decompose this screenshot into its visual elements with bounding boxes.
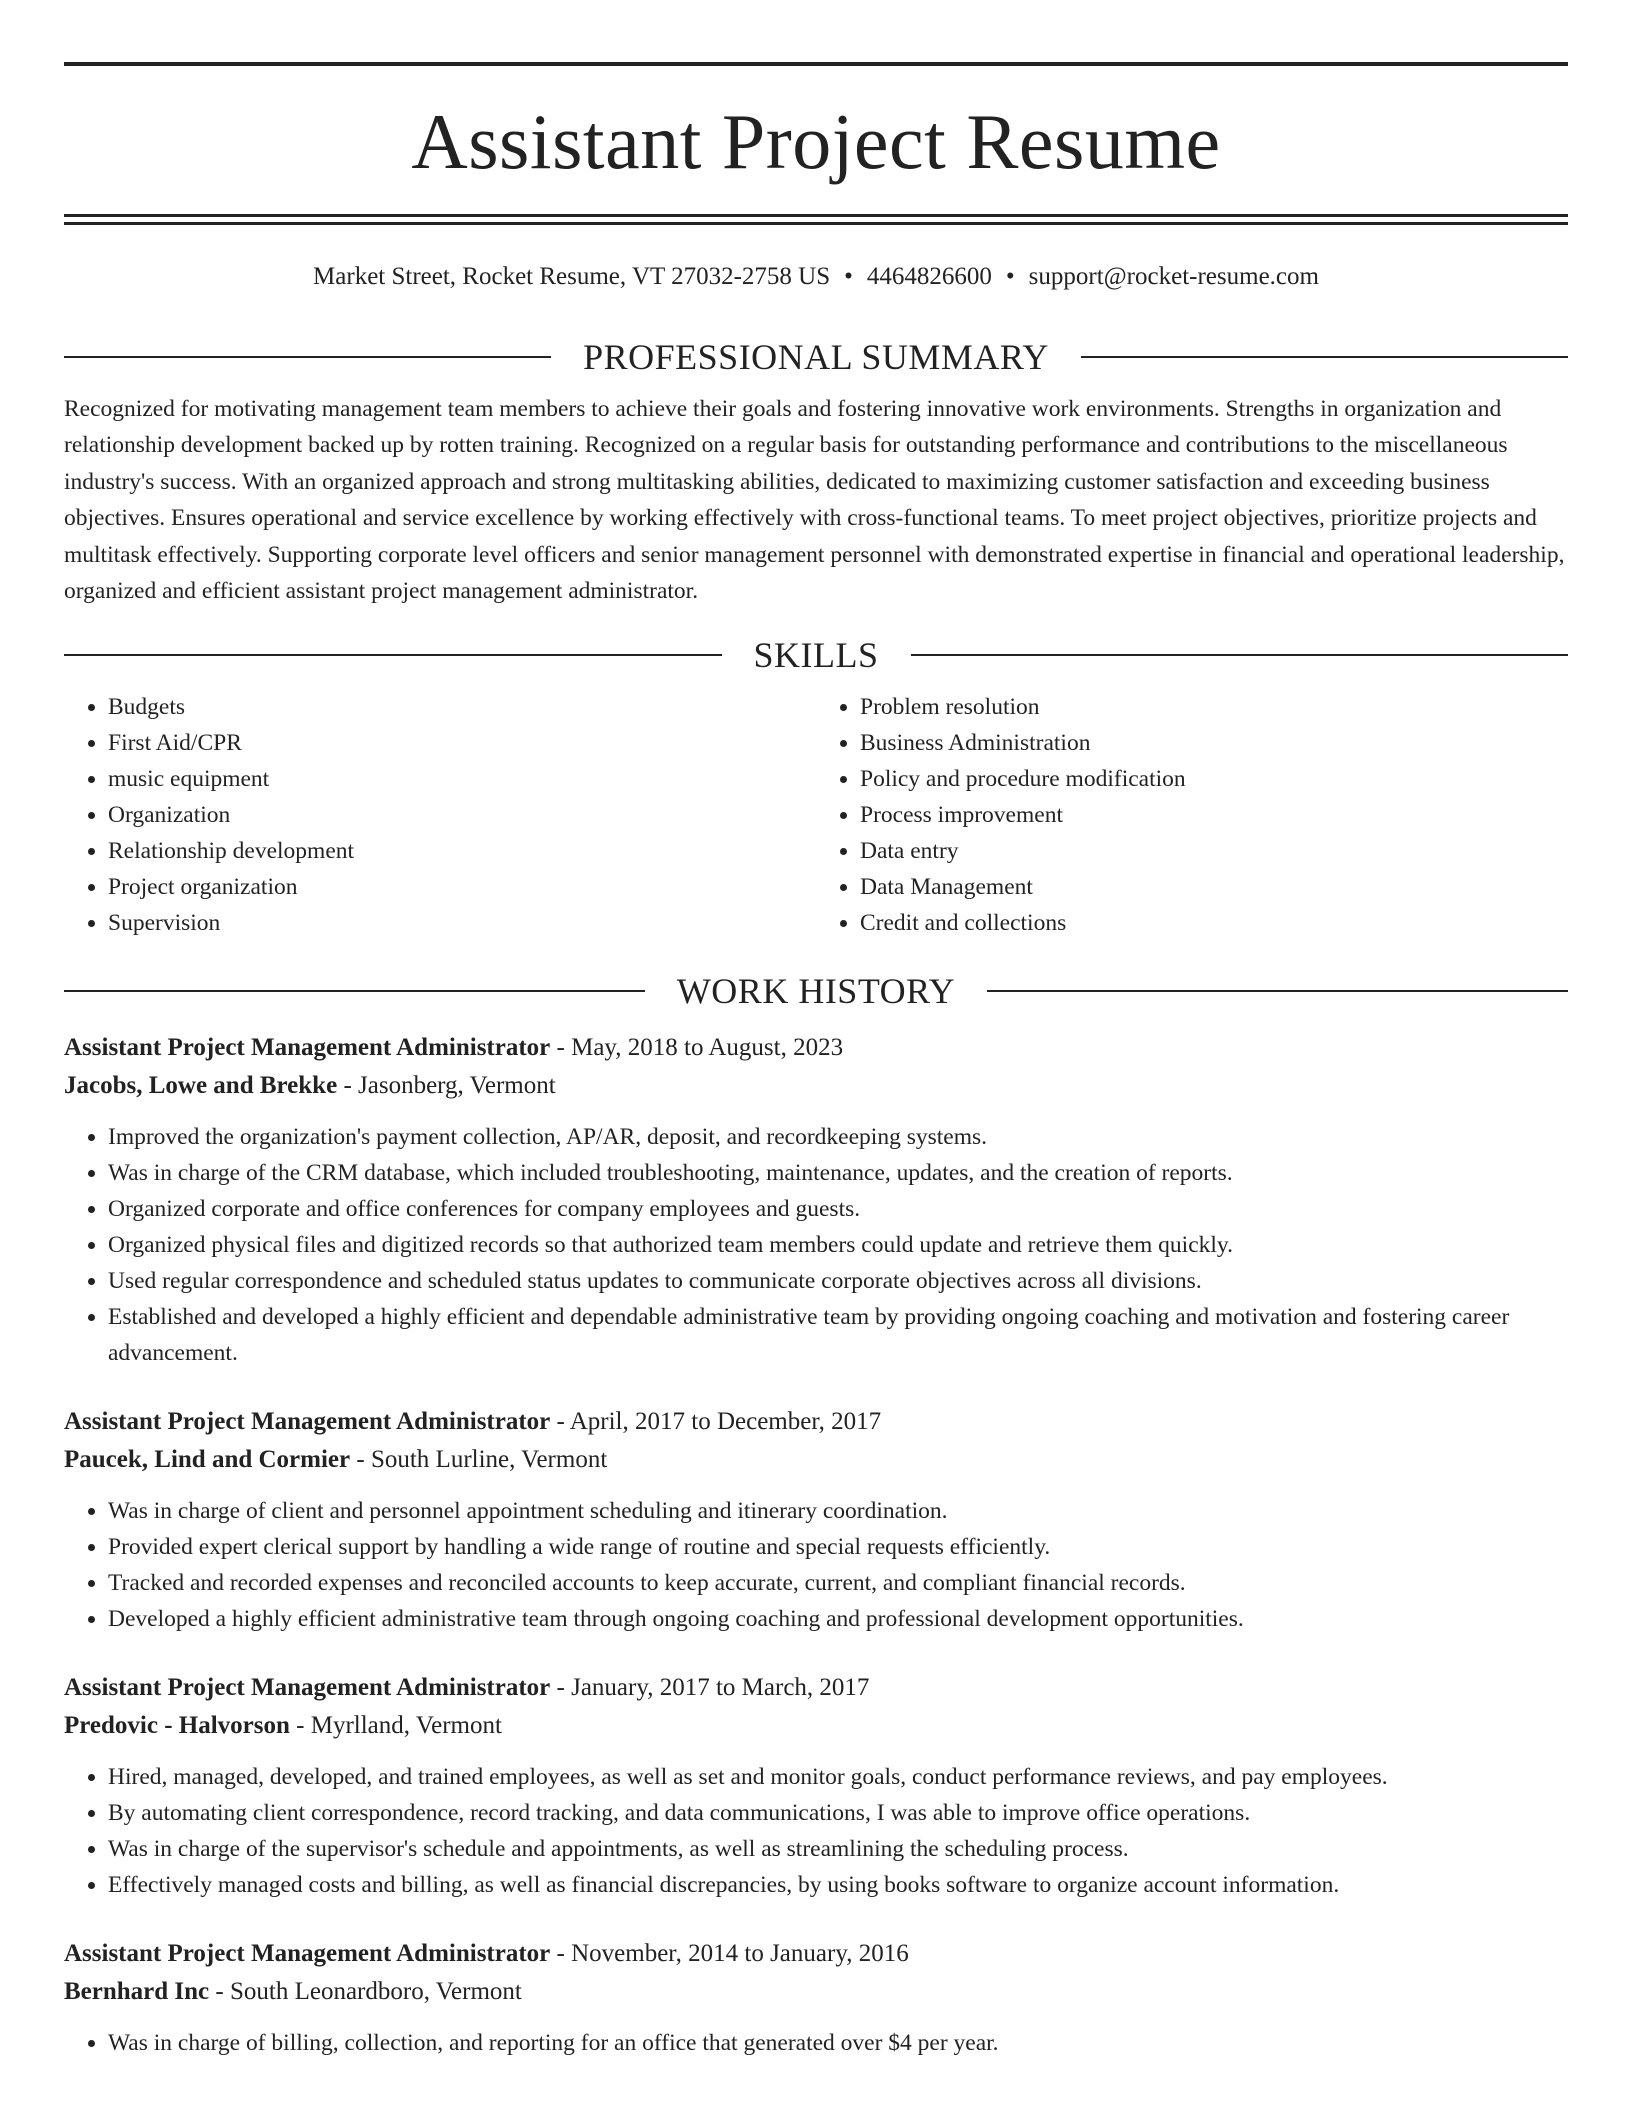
job-bullets [64, 1493, 1568, 1637]
job-entry [64, 1029, 1568, 1371]
skill-item: • Supervision [108, 905, 816, 941]
skill-item: • Problem resolution [860, 689, 1568, 725]
job-entry [64, 1669, 1568, 1903]
contact-line [64, 261, 1568, 293]
skill-item: • music equipment [108, 761, 816, 797]
job-title: Assistant Project Management Administrator [64, 1034, 551, 1062]
job-company: Bernhard Inc [64, 1978, 210, 2006]
skill-item: • Business Administration [860, 725, 1568, 761]
job-title: Assistant Project Management Administrator [64, 1940, 551, 1968]
job-bullet: • By automating client correspondence, record tracking, and data communications, I was able to improve office operations. [108, 1795, 1568, 1831]
job-bullet: • Was in charge of billing, collection, and reporting for an office that generated over $4 per year. [108, 2025, 1568, 2061]
contact-email: support@rocket-resume.com [1028, 263, 1319, 290]
job-bullet: • Provided expert clerical support by handling a wide range of routine and special requests efficiently. [108, 1529, 1568, 1565]
skill-item: • Credit and collections [860, 905, 1568, 941]
heading-rule [64, 990, 645, 992]
skills-heading [64, 633, 1568, 677]
title-double-rule [64, 214, 1568, 225]
work-history-heading-label: WORK HISTORY [676, 971, 956, 1012]
job-bullet: • Was in charge of the supervisor's schedule and appointments, as well as streamlining the scheduling process. [108, 1831, 1568, 1867]
job-bullets [64, 2025, 1568, 2061]
work-history-heading [64, 969, 1568, 1013]
job-title: Assistant Project Management Administrator [64, 1408, 551, 1436]
job-location: - South Lurline, Vermont [350, 1446, 608, 1474]
job-bullet: • Established and developed a highly efficient and dependable administrative team by providing ongoing coaching and motivation and fostering career advancement. [108, 1299, 1568, 1371]
skill-item: • First Aid/CPR [108, 725, 816, 761]
page-title: Assistant Project Resume [411, 98, 1221, 185]
job-company-line [64, 1707, 1568, 1745]
contact-address: Market Street, Rocket Resume, VT 27032-2758 US [313, 263, 831, 290]
job-company-line [64, 1441, 1568, 1479]
contact-phone: 4464826600 [866, 263, 992, 290]
heading-rule [64, 356, 551, 358]
skill-item: • Budgets [108, 689, 816, 725]
job-title: Assistant Project Management Administrator [64, 1674, 551, 1702]
job-dates: - April, 2017 to December, 2017 [550, 1408, 882, 1436]
job-bullet: • Hired, managed, developed, and trained employees, as well as set and monitor goals, conduct performance reviews, and pay employees. [108, 1759, 1568, 1795]
job-title-line [64, 1029, 1568, 1067]
job-company: Paucek, Lind and Cormier [64, 1446, 351, 1474]
job-company: Jacobs, Lowe and Brekke [64, 1072, 338, 1100]
heading-rule [64, 654, 722, 656]
heading-rule [1081, 356, 1568, 358]
skills-column-right [816, 689, 1568, 941]
contact-separator: • [1005, 263, 1015, 290]
job-location: - Myrlland, Vermont [289, 1712, 502, 1740]
job-bullet: • Was in charge of the CRM database, which included troubleshooting, maintenance, updates, and the creation of reports. [108, 1155, 1568, 1191]
skill-item: • Data Management [860, 869, 1568, 905]
job-company-line [64, 1067, 1568, 1105]
skills-column-left [64, 689, 816, 941]
job-title-line [64, 1669, 1568, 1707]
job-bullet: • Was in charge of client and personnel appointment scheduling and itinerary coordination. [108, 1493, 1568, 1529]
summary-heading-label: PROFESSIONAL SUMMARY [583, 337, 1049, 377]
heading-rule [987, 990, 1568, 992]
summary-heading [64, 335, 1568, 379]
skill-item: • Relationship development [108, 833, 816, 869]
job-location: - Jasonberg, Vermont [337, 1072, 556, 1100]
job-bullet: • Organized corporate and office conferences for company employees and guests. [108, 1191, 1568, 1227]
skill-item: • Project organization [108, 869, 816, 905]
job-dates: - January, 2017 to March, 2017 [550, 1674, 870, 1702]
job-bullet: • Used regular correspondence and scheduled status updates to communicate corporate objectives across all divisions. [108, 1263, 1568, 1299]
skill-item: • Data entry [860, 833, 1568, 869]
job-dates: - May, 2018 to August, 2023 [550, 1034, 844, 1062]
job-location: - South Leonardboro, Vermont [209, 1978, 522, 2006]
skill-item: • Organization [108, 797, 816, 833]
job-title-line [64, 1403, 1568, 1441]
skill-item: • Process improvement [860, 797, 1568, 833]
job-dates: - November, 2014 to January, 2016 [550, 1940, 909, 1968]
job-entry [64, 1403, 1568, 1637]
skill-item: • Policy and procedure modification [860, 761, 1568, 797]
skills-heading-label: SKILLS [753, 635, 879, 676]
job-title-line [64, 1935, 1568, 1973]
heading-rule [911, 654, 1569, 656]
top-rule [64, 62, 1568, 66]
job-bullet: • Effectively managed costs and billing, as well as financial discrepancies, by using books software to organize account information. [108, 1867, 1568, 1903]
job-bullet: • Improved the organization's payment collection, AP/AR, deposit, and recordkeeping systems. [108, 1119, 1568, 1155]
summary-text: Recognized for motivating management team members to achieve their goals and fostering innovative work environments. Strengths in organization and relationship development backed up by rotten training. Recognized on a regular basis for outstanding performance and contributions to the miscellaneous industry's success. With an organized approach and strong multitasking abilities, dedicated to maximizing customer satisfaction and exceeding business objectives. Ensures operational and service excellence by working effectively with cross-functional teams. To meet project objectives, prioritize projects and multitask effectively. Supporting corporate level officers and senior management personnel with demonstrated expertise in financial and operational leadership, organized and efficient assistant project management administrator. [64, 396, 1565, 605]
job-bullet: • Organized physical files and digitized records so that authorized team members could update and retrieve them quickly. [108, 1227, 1568, 1263]
job-company: Predovic - Halvorson [64, 1712, 290, 1740]
job-company-line [64, 1973, 1568, 2011]
contact-separator: • [844, 263, 853, 290]
job-bullets [64, 1119, 1568, 1371]
job-bullets [64, 1759, 1568, 1903]
job-entry [64, 1935, 1568, 2061]
job-bullet: • Developed a highly efficient administrative team through ongoing coaching and professional development opportunities. [108, 1601, 1568, 1637]
job-bullet: • Tracked and recorded expenses and reconciled accounts to keep accurate, current, and compliant financial records. [108, 1565, 1568, 1601]
skills-list [64, 689, 1568, 941]
resume-page [64, 62, 1568, 2061]
